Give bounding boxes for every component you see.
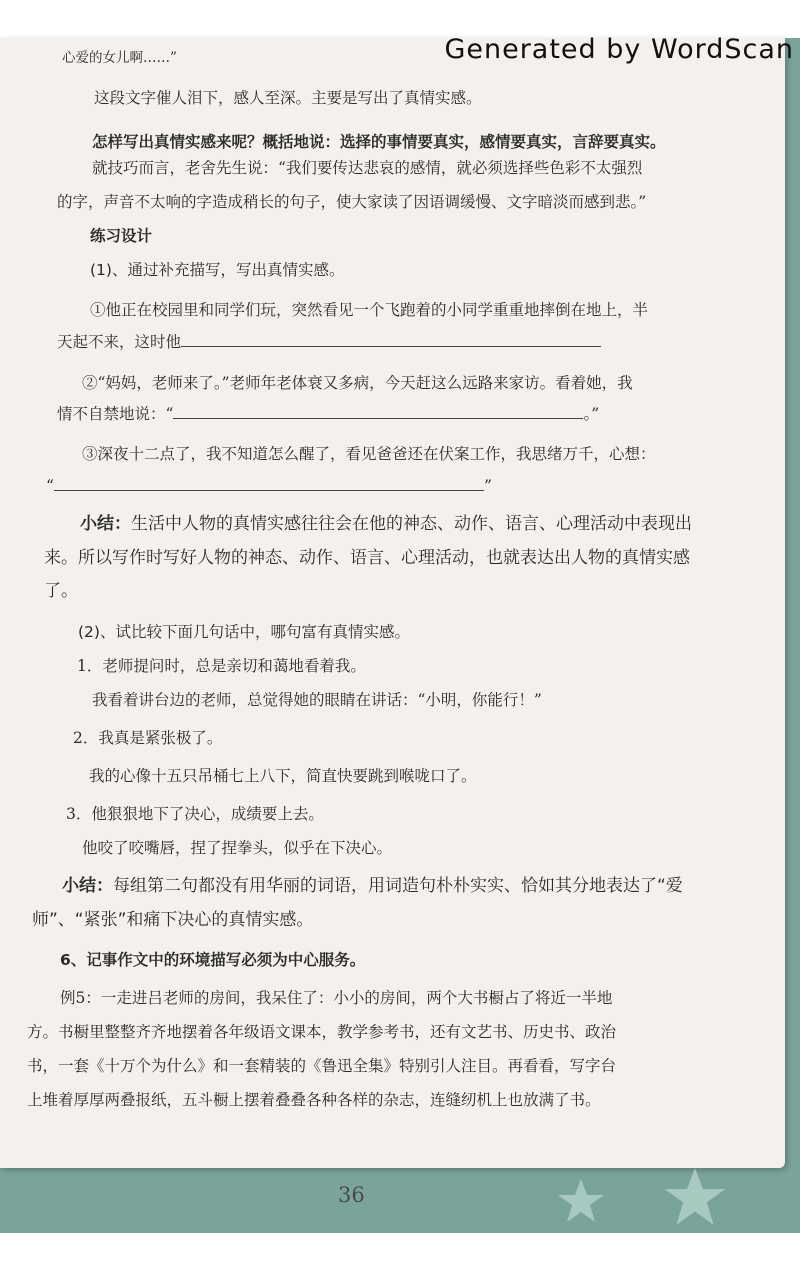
text-line: 就技巧而言，老舍先生说：“我们要传达悲哀的感情，就必须选择些色彩不太强烈: [92, 159, 643, 177]
text-line: 2．我真是紧张极了。: [73, 729, 223, 747]
text-line: 上堆着厚厚两叠报纸，五斗橱上摆着叠叠各种各样的杂志，连缝纫机上也放满了书。: [27, 1091, 601, 1109]
text-fragment: 生活中人物的真情实感往往会在他的神态、动作、语言、心理活动中表现出: [131, 514, 692, 534]
question-heading: 怎样写出真情实感来呢？概括地说：选择的事情要真实，感情要真实，言辞要真实。: [92, 133, 666, 151]
text-line: ③深夜十二点了，我不知道怎么醒了，看见爸爸还在伏案工作，我思绪万千，心想：: [82, 445, 656, 463]
summary-line: [62, 876, 683, 896]
top-margin: [0, 0, 800, 38]
star-icon: [556, 1176, 606, 1226]
text-line: 我的心像十五只吊桶七上八下，简直快要跳到喉咙口了。: [89, 767, 477, 785]
text-line: 心爱的女儿啊……”: [62, 50, 177, 66]
answer-blank[interactable]: [173, 404, 583, 419]
book-page: [0, 38, 785, 1168]
text-line: ②“妈妈，老师来了。”老师年老体衰又多病，今天赶这么远路来家访。看着她，我: [82, 374, 633, 392]
answer-blank[interactable]: [54, 476, 484, 491]
text-line: 书，一套《十万个为什么》和一套精装的《鲁迅全集》特别引人注目。再看看，写字台: [27, 1057, 617, 1075]
text-fragment: 。”: [583, 405, 600, 423]
text-line: ①他正在校园里和同学们玩，突然看见一个飞跑着的小同学重重地摔倒在地上，半: [90, 301, 649, 319]
section-heading: 6、记事作文中的环境描写必须为中心服务。: [60, 951, 366, 969]
text-line: 了。: [44, 581, 78, 601]
text-line: 他咬了咬嘴唇，捏了捏拳头，似乎在下决心。: [82, 839, 393, 857]
page-number: 36: [338, 1183, 365, 1207]
text-line: 来。所以写作时写好人物的神态、动作、语言、心理活动，也就表达出人物的真情实感: [44, 548, 690, 568]
summary-label: 小结：: [80, 514, 131, 534]
watermark: Generated by WordScan: [444, 34, 794, 65]
text-line: 例5：一走进吕老师的房间，我呆住了：小小的房间，两个大书橱占了将近一半地: [60, 989, 613, 1007]
text-fragment: “: [46, 477, 54, 495]
section-heading: 练习设计: [90, 227, 153, 245]
text-line: [46, 476, 492, 496]
text-line: 师”、“紧张”和痛下决心的真情实感。: [32, 910, 314, 930]
text-fragment: 天起不来，这时他: [57, 333, 182, 351]
text-line: 3．他狠狠地下了决心，成绩要上去。: [66, 805, 324, 823]
summary-label: 小结：: [62, 876, 113, 896]
star-icon: [662, 1164, 728, 1230]
text-line: 这段文字催人泪下，感人至深。主要是写出了真情实感。: [94, 89, 482, 107]
exercise-heading: (1)、通过补充描写，写出真情实感。: [90, 261, 345, 279]
summary-line: [80, 514, 692, 534]
text-fragment: 情不自禁地说：“: [57, 405, 174, 423]
text-line: [57, 404, 599, 424]
text-fragment: ”: [483, 477, 492, 495]
exercise-heading: (2)、试比较下面几句话中，哪句富有真情实感。: [78, 623, 410, 641]
text-line: 的字，声音不太响的字造成稍长的句子，使大家读了因语调缓慢、文字暗淡而感到悲。”: [57, 193, 647, 211]
answer-blank[interactable]: [181, 332, 601, 347]
text-line: [57, 332, 601, 352]
bottom-margin: [0, 1233, 800, 1270]
text-fragment: 每组第二句都没有用华丽的词语，用词造句朴朴实实、恰如其分地表达了“爱: [113, 876, 683, 896]
text-line: 1．老师提问时，总是亲切和蔼地看着我。: [77, 657, 366, 675]
text-line: 方。书橱里整整齐齐地摆着各年级语文课本，教学参考书，还有文艺书、历史书、政治: [27, 1023, 617, 1041]
text-line: 我看着讲台边的老师，总觉得她的眼睛在讲话：“小明，你能行！”: [92, 691, 542, 709]
